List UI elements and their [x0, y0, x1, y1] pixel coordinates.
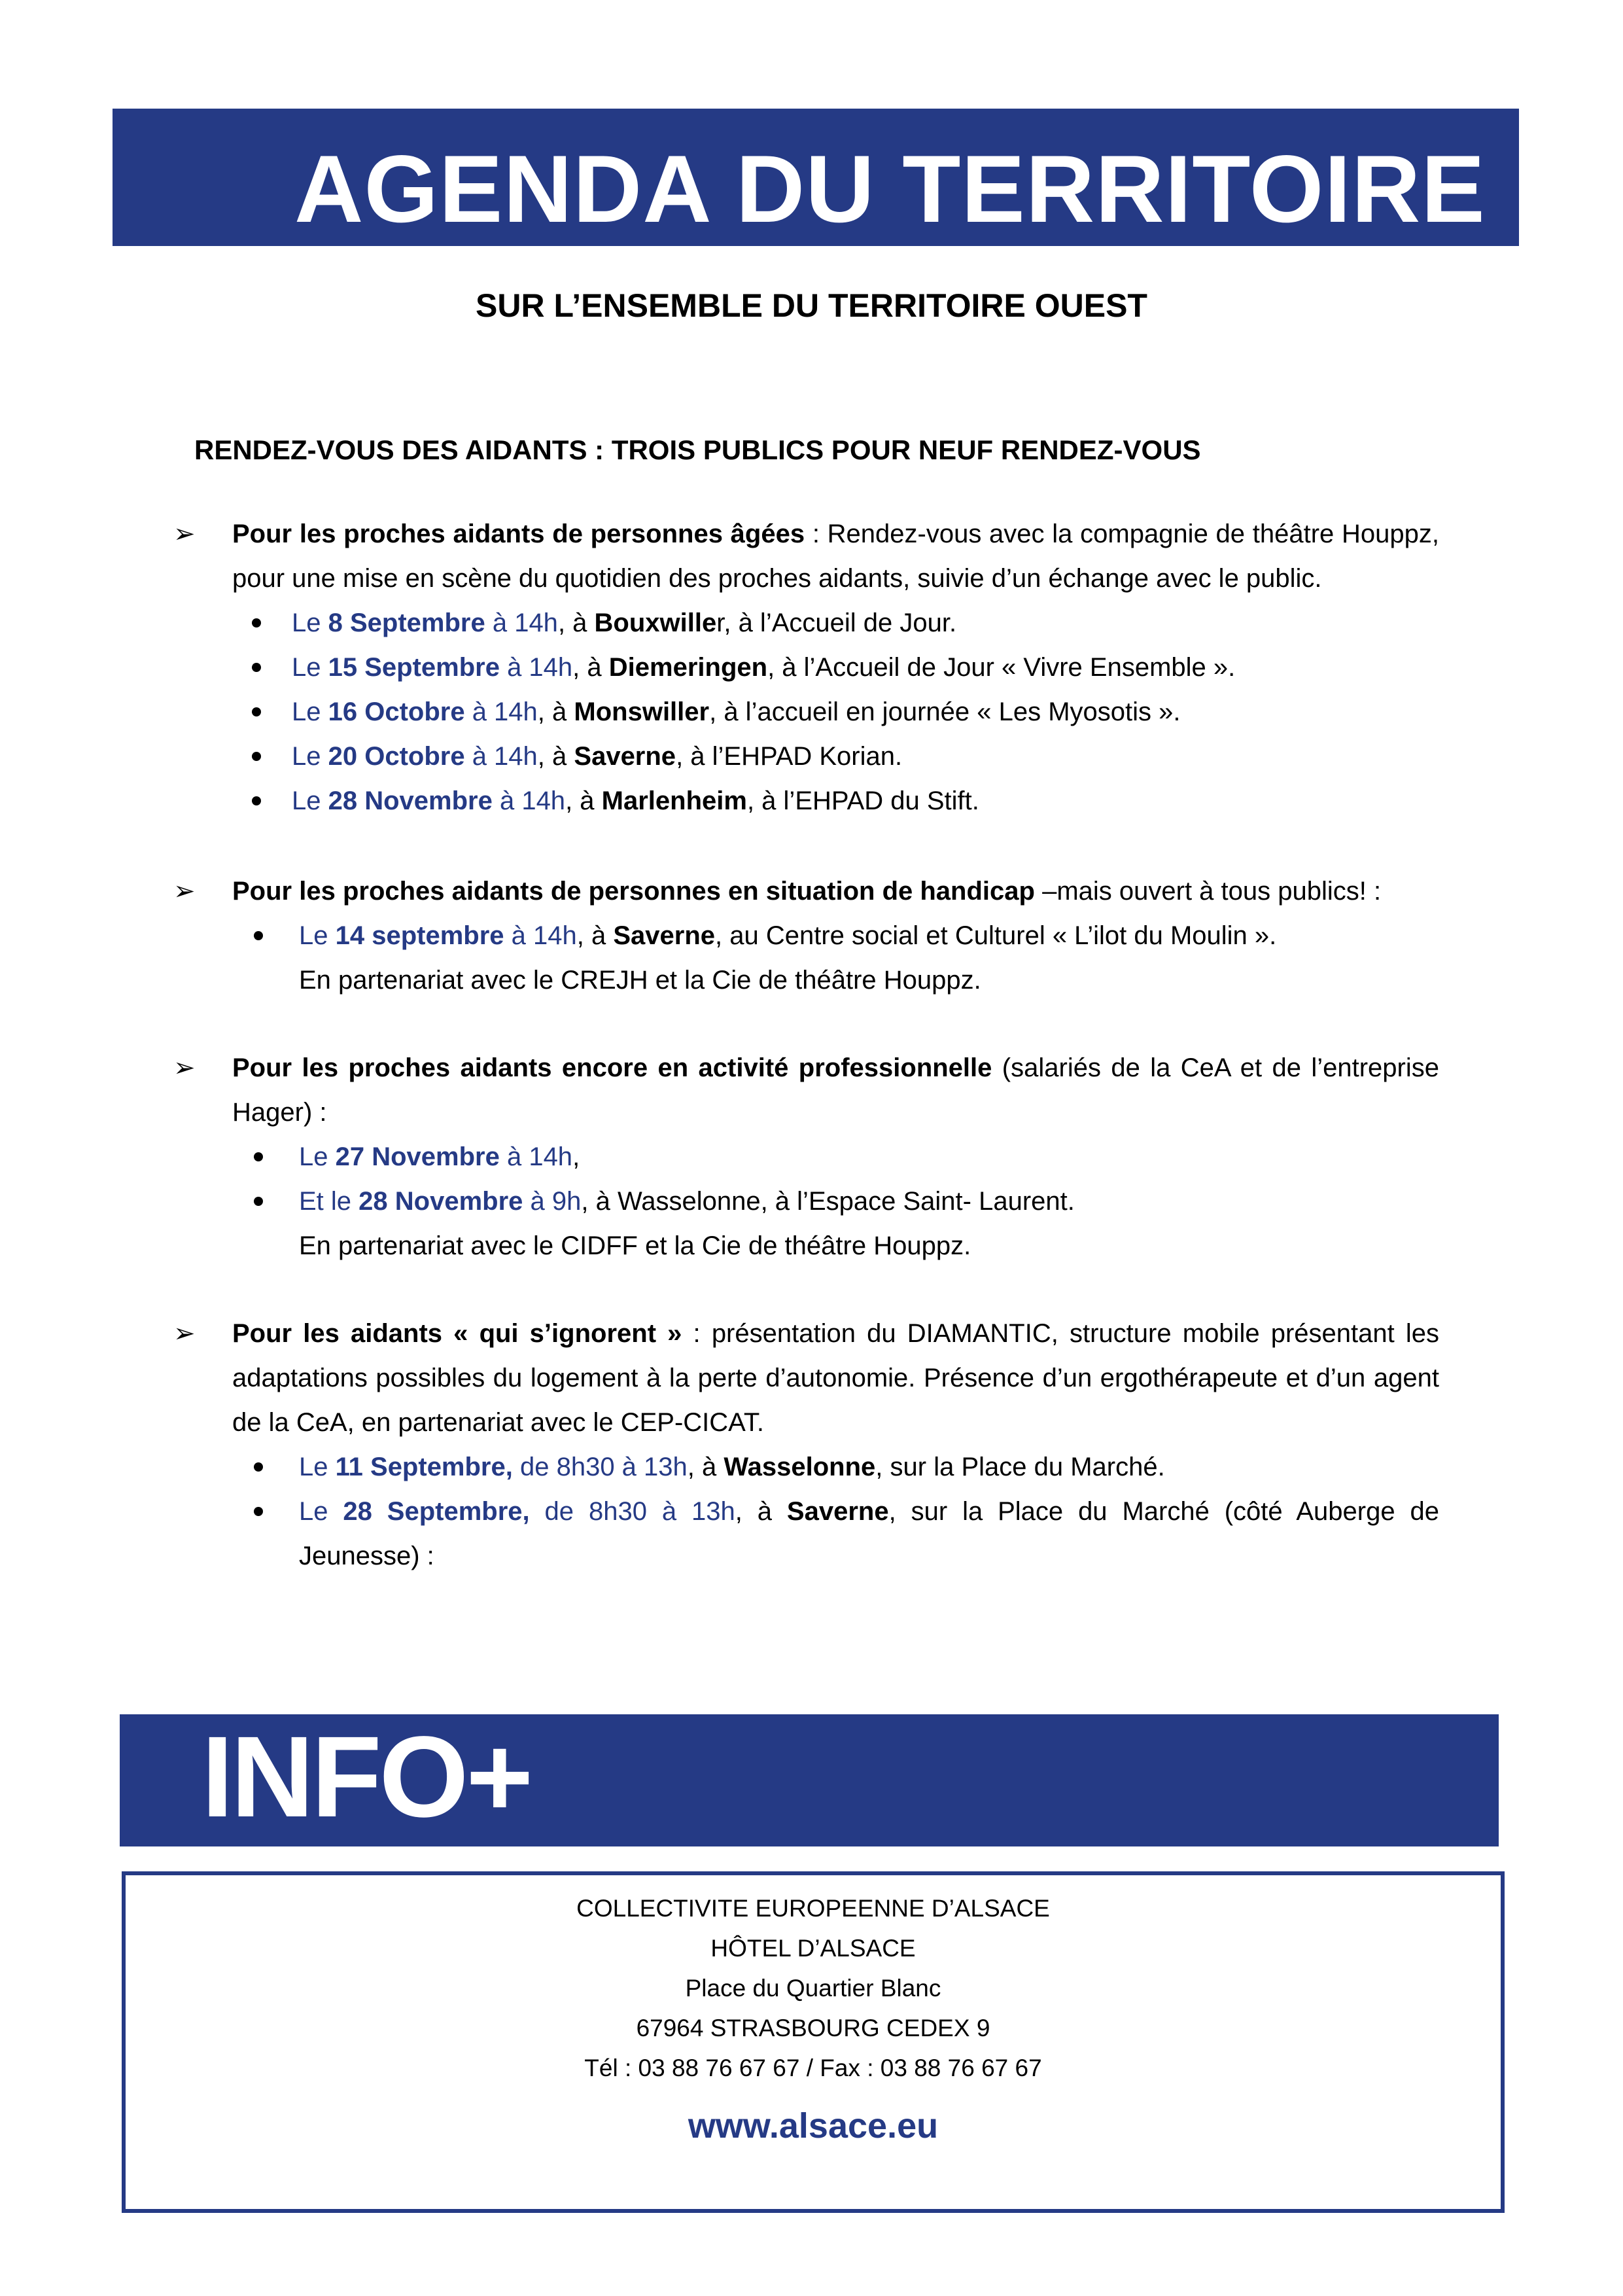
contact-line-building: HÔTEL D’ALSACE	[710, 1935, 916, 1962]
group-lead-bold: Pour les aidants « qui s’ignorent »	[232, 1319, 682, 1348]
agenda-item	[173, 601, 1439, 645]
item-date: 11 Septembre,	[335, 1453, 513, 1481]
agenda-item	[173, 734, 1439, 779]
item-time: à 14h	[464, 742, 538, 771]
group-lead-text: : présentation du DIAMANTIC, structure mobile présentant les adaptations possibles du logement à la perte d’autonomie. Présence d’un ergothérapeute et d’un agent de la CeA, en partenariat avec le CEP-CICAT.	[232, 1319, 1440, 1437]
page-subtitle: SUR L’ENSEMBLE DU TERRITOIRE OUEST	[476, 287, 1147, 324]
item-time: de 8h30 à 13h	[529, 1497, 735, 1526]
item-prefix: Le	[299, 1142, 336, 1171]
group-lead	[173, 869, 1439, 913]
group-lead-bold: Pour les proches aidants encore en activité professionnelle	[232, 1053, 992, 1082]
agenda-group-elderly-carers	[173, 512, 1439, 823]
item-connector: , à	[557, 609, 595, 637]
contact-address	[126, 1888, 1501, 2088]
item-prefix: Le	[292, 609, 328, 637]
agenda-item	[173, 913, 1439, 1002]
agenda-item	[173, 1135, 1439, 1179]
item-place: Monswiller	[574, 698, 710, 726]
item-time: à 14h	[485, 609, 558, 637]
item-place: Saverne	[786, 1497, 889, 1526]
agenda-item	[173, 1489, 1439, 1578]
item-date: 28 Novembre	[358, 1187, 523, 1216]
item-venue: , à l’EHPAD Korian.	[676, 742, 903, 771]
item-connector: , à	[537, 698, 574, 726]
item-date: 20 Octobre	[328, 742, 465, 771]
item-place: Saverne	[574, 742, 676, 771]
item-date: 27 Novembre	[335, 1142, 500, 1171]
item-venue: , sur la Place du Marché.	[875, 1453, 1165, 1481]
agenda-item	[173, 779, 1439, 823]
item-prefix: Le	[292, 786, 328, 815]
contact-line-organisation: COLLECTIVITE EUROPEENNE D’ALSACE	[576, 1895, 1050, 1922]
item-connector: , à	[572, 653, 609, 682]
group-lead	[173, 512, 1439, 601]
item-place: Saverne	[613, 921, 716, 950]
item-place: Diemeringen	[608, 653, 768, 682]
item-venue: , à l’accueil en journée « Les Myosotis ».	[709, 698, 1181, 726]
item-connector: , à	[537, 742, 574, 771]
info-label: INFO+	[201, 1713, 531, 1841]
item-venue: r, à l’Accueil de Jour.	[716, 609, 957, 637]
round-bullet-icon	[252, 707, 261, 716]
item-date: 16 Octobre	[328, 698, 465, 726]
round-bullet-icon	[252, 796, 261, 805]
item-date: 15 Septembre	[328, 653, 500, 682]
item-prefix: Le	[292, 698, 328, 726]
contact-line-phone-fax: Tél : 03 88 76 67 67 / Fax : 03 88 76 67 67	[584, 2055, 1042, 2081]
item-date: 8 Septembre	[328, 609, 485, 637]
round-bullet-icon	[254, 1507, 263, 1516]
group-lead-text: : Rendez-vous avec la compagnie de théâtre Houppz, pour une mise en scène du quotidien des proches aidants, suivie d’un échange avec le public.	[232, 520, 1439, 593]
item-prefix: Et le	[299, 1187, 359, 1216]
agenda-group-disability-carers	[173, 869, 1439, 1002]
info-banner	[120, 1714, 1499, 1846]
item-prefix: Le	[299, 1453, 336, 1481]
round-bullet-icon	[254, 931, 263, 940]
arrowhead-bullet-icon: ➢	[173, 1319, 196, 1348]
item-prefix: Le	[292, 742, 328, 771]
item-prefix: Le	[299, 1497, 343, 1526]
item-time: de 8h30 à 13h	[512, 1453, 688, 1481]
group-lead-bold: Pour les proches aidants de personnes âgées	[232, 520, 805, 548]
round-bullet-icon	[252, 618, 261, 627]
item-connector: , à	[576, 921, 614, 950]
item-time: à 14h	[464, 698, 538, 726]
round-bullet-icon	[254, 1152, 263, 1161]
item-venue: , au Centre social et Culturel « L’ilot du Moulin ».	[715, 921, 1277, 950]
agenda-item	[173, 690, 1439, 734]
contact-line-city: 67964 STRASBOURG CEDEX 9	[636, 2015, 990, 2041]
partnership-note: En partenariat avec le CREJH et la Cie de théâtre Houppz.	[299, 966, 981, 995]
item-connector: , à	[735, 1497, 787, 1526]
item-connector: , à	[687, 1453, 724, 1481]
agenda-item	[173, 1445, 1439, 1489]
group-lead	[173, 1046, 1439, 1135]
partnership-note: En partenariat avec le CIDFF et la Cie de théâtre Houppz.	[299, 1231, 971, 1260]
title-banner	[113, 109, 1519, 246]
website-link[interactable]: www.alsace.eu	[688, 2106, 939, 2146]
group-lead-text: (salariés de la CeA et de l’entreprise Hager) :	[232, 1053, 1439, 1127]
round-bullet-icon	[252, 752, 261, 761]
item-date: 28 Septembre,	[343, 1497, 530, 1526]
item-time: à 14h	[499, 653, 573, 682]
item-venue: ,	[572, 1142, 580, 1171]
item-prefix: Le	[292, 653, 328, 682]
item-date: 28 Novembre	[328, 786, 493, 815]
item-connector: , à	[565, 786, 602, 815]
item-date: 14 septembre	[335, 921, 504, 950]
group-lead-text: –mais ouvert à tous publics! :	[1034, 877, 1382, 906]
page-title: AGENDA DU TERRITOIRE	[294, 135, 1486, 242]
group-lead	[173, 1311, 1439, 1445]
round-bullet-icon	[254, 1197, 263, 1206]
round-bullet-icon	[254, 1462, 263, 1472]
arrowhead-bullet-icon: ➢	[173, 1053, 196, 1082]
agenda-group-working-carers	[173, 1046, 1439, 1268]
arrowhead-bullet-icon: ➢	[173, 520, 196, 548]
item-time: à 14h	[504, 921, 577, 950]
agenda-item	[173, 1179, 1439, 1268]
item-venue: , à l’Accueil de Jour « Vivre Ensemble ».	[767, 653, 1236, 682]
agenda-group-unaware-carers	[173, 1311, 1439, 1578]
contact-line-street: Place du Quartier Blanc	[685, 1975, 941, 2002]
item-venue: , à Wasselonne, à l’Espace Saint- Laurent.	[581, 1187, 1075, 1216]
item-place: Marlenheim	[601, 786, 747, 815]
item-time: à 14h	[492, 786, 566, 815]
item-place: Wasselonne	[724, 1453, 876, 1481]
section-heading: RENDEZ-VOUS DES AIDANTS : TROIS PUBLICS POUR NEUF RENDEZ-VOUS	[194, 434, 1201, 465]
item-venue: , sur la Place du Marché (côté Auberge de Jeunesse) :	[299, 1497, 1439, 1570]
agenda-item	[173, 645, 1439, 690]
arrowhead-bullet-icon: ➢	[173, 877, 196, 906]
item-time: à 14h	[499, 1142, 573, 1171]
item-prefix: Le	[299, 921, 336, 950]
group-lead-bold: Pour les proches aidants de personnes en situation de handicap	[232, 877, 1035, 906]
round-bullet-icon	[252, 663, 261, 672]
item-time: à 9h	[523, 1187, 582, 1216]
contact-box	[122, 1871, 1505, 2213]
item-place: Bouxwille	[594, 609, 717, 637]
item-venue: , à l’EHPAD du Stift.	[746, 786, 979, 815]
